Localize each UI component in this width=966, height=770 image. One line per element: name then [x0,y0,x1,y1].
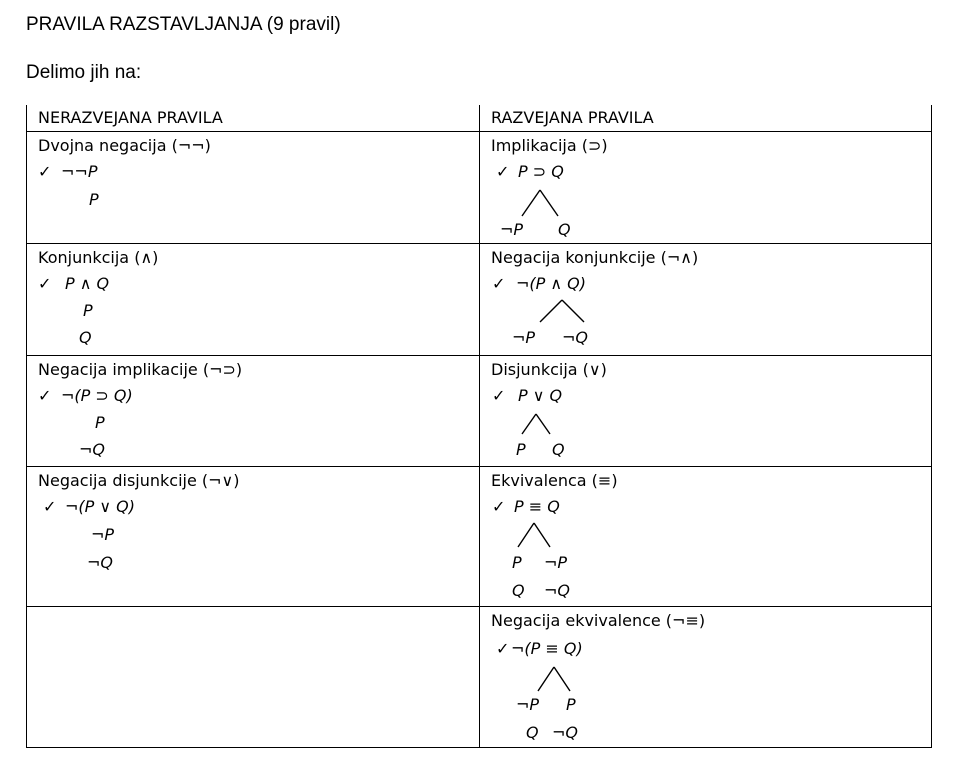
rule-name: Negacija ekvivalence (¬≡) [491,611,706,630]
branch-icon [516,521,552,549]
rule-name: Negacija implikacije (¬⊃) [38,360,243,379]
rule-formula: ¬(P ≡ Q) [511,639,583,658]
right-branch-result: P [566,695,576,714]
rule-negated-disjunction [27,467,480,607]
rule-implication [480,132,932,244]
rule-formula: P ∧ Q [65,274,110,293]
intro-text: Delimo jih na: [26,62,142,83]
rule-double-negation [27,132,480,244]
right-branch-result: Q [558,220,571,239]
branch-icon [520,412,552,436]
rule-name: Implikacija (⊃) [491,136,608,155]
rule-result: Q [79,328,92,347]
branch-icon [538,298,586,324]
left-branch-result: ¬P [500,220,524,239]
rule-result: ¬Q [79,440,105,459]
table-header-row [27,105,932,132]
rule-name: Negacija konjunkcije (¬∧) [491,248,699,267]
left-branch-result: P [516,440,526,459]
rule-equivalence [480,467,932,607]
rule-result: ¬P [91,525,115,544]
rule-result: P [83,301,93,320]
branch-icon [536,665,572,693]
table-row [27,607,932,748]
rule-formula: ¬(P ⊃ Q) [61,386,133,405]
rule-name: Ekvivalenca (≡) [491,471,618,490]
right-branch-result: ¬Q [544,581,570,600]
rule-formula: ¬(P ∨ Q) [65,497,136,516]
table-row [27,132,932,244]
rule-negated-implication [27,356,480,467]
rule-formula: ¬¬P [61,162,98,181]
branch-icon [520,188,560,218]
check-mark-icon: ✓ [492,274,506,293]
empty-cell [27,607,480,748]
table-row [27,356,932,467]
rule-formula: ¬(P ∧ Q) [516,274,587,293]
right-branch-result: ¬Q [552,723,578,742]
rule-result: P [89,190,99,209]
rule-negated-equivalence [480,607,932,748]
left-branch-result: Q [512,581,525,600]
right-branch-result: Q [552,440,565,459]
check-mark-icon: ✓ [38,162,52,181]
header-branching: RAZVEJANA PRAVILA [480,105,932,132]
left-branch-result: ¬P [516,695,540,714]
right-branch-result: ¬Q [562,328,588,347]
rule-formula: P ⊃ Q [518,162,564,181]
rule-formula: P ≡ Q [514,497,560,516]
left-branch-result: Q [526,723,539,742]
rule-negated-conjunction [480,244,932,356]
rule-name: Konjunkcija (∧) [38,248,159,267]
left-branch-result: P [512,553,522,572]
table-row [27,244,932,356]
rule-conjunction [27,244,480,356]
check-mark-icon: ✓ [496,639,510,658]
check-mark-icon: ✓ [496,162,510,181]
rule-name: Dvojna negacija (¬¬) [38,136,211,155]
rule-result: ¬Q [87,553,113,572]
rule-name: Negacija disjunkcije (¬∨) [38,471,240,490]
check-mark-icon: ✓ [492,386,506,405]
right-branch-result: ¬P [544,553,568,572]
rule-disjunction [480,356,932,467]
rules-table [26,105,932,748]
left-branch-result: ¬P [512,328,536,347]
rule-name: Disjunkcija (∨) [491,360,607,379]
rule-formula: P ∨ Q [518,386,563,405]
check-mark-icon: ✓ [43,497,57,516]
check-mark-icon: ✓ [38,386,52,405]
check-mark-icon: ✓ [492,497,506,516]
page-title: PRAVILA RAZSTAVLJANJA (9 pravil) [26,14,341,35]
header-nonbranching: NERAZVEJANA PRAVILA [27,105,480,132]
table-row [27,467,932,607]
check-mark-icon: ✓ [38,274,52,293]
rule-result: P [95,413,105,432]
